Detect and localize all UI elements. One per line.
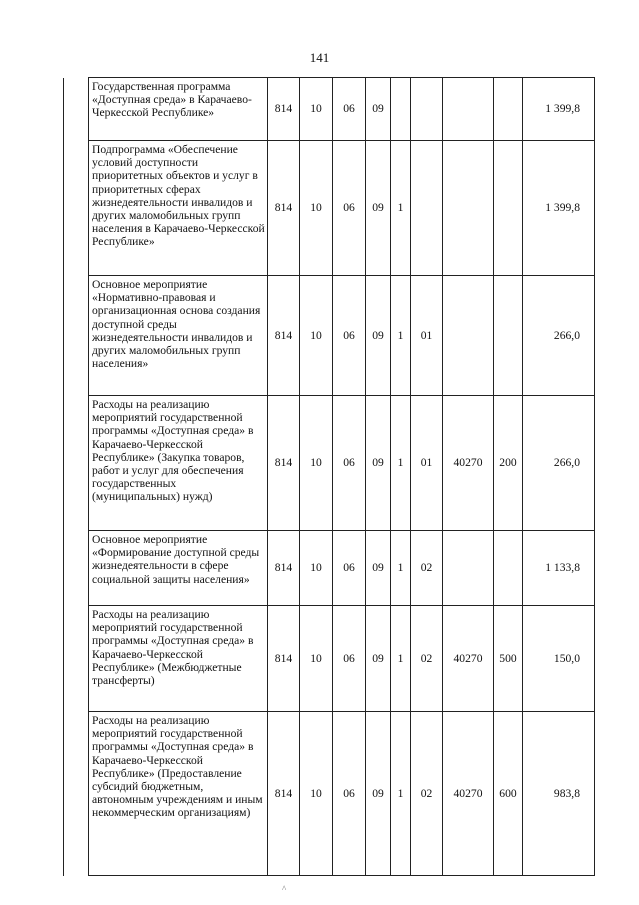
amount: 1 399,8 [523, 141, 595, 276]
event-code: 02 [411, 606, 443, 712]
section-code: 10 [300, 78, 333, 141]
program-code: 09 [366, 396, 391, 531]
section-code: 10 [300, 531, 333, 606]
ministry-code: 814 [268, 606, 300, 712]
ministry-code: 814 [268, 396, 300, 531]
section-code: 10 [300, 712, 333, 876]
direction-code [443, 78, 494, 141]
program-code: 09 [366, 78, 391, 141]
section-code: 10 [300, 141, 333, 276]
footer-mark: ^ [282, 884, 287, 894]
subprogram-code: 1 [391, 712, 411, 876]
amount: 266,0 [523, 396, 595, 531]
program-code: 09 [366, 141, 391, 276]
subsection-code: 06 [333, 712, 366, 876]
expense-type-code [494, 276, 523, 396]
page-number: 141 [309, 50, 330, 65]
row-name: Расходы на реализацию мероприятий государственной программы «Доступная среда» в Карачаево-Черкесской Республике» (Закупка товаров, работ и услуг для обеспечения государственных (муниципальных) нужд) [89, 396, 268, 531]
table-row [64, 396, 595, 531]
direction-code [443, 276, 494, 396]
subprogram-code [391, 78, 411, 141]
direction-code: 40270 [443, 712, 494, 876]
expense-type-code [494, 78, 523, 141]
row-name: Основное мероприятие «Нормативно-правовая и организационная основа создания доступной среды жизнедеятельности инвалидов и других маломобильных групп населения» [89, 276, 268, 396]
table-row [64, 276, 595, 396]
row-name: Основное мероприятие «Формирование доступной среды жизнедеятельности в сфере социальной защиты населения» [89, 531, 268, 606]
expense-type-code: 600 [494, 712, 523, 876]
table-row [64, 531, 595, 606]
budget-table [63, 77, 595, 876]
amount: 1 133,8 [523, 531, 595, 606]
section-code: 10 [300, 276, 333, 396]
table-row [64, 78, 595, 141]
program-code: 09 [366, 531, 391, 606]
subprogram-code: 1 [391, 396, 411, 531]
budget-table-body [64, 78, 595, 876]
subprogram-code: 1 [391, 276, 411, 396]
expense-type-code: 200 [494, 396, 523, 531]
leading-cell [64, 712, 89, 876]
leading-cell [64, 531, 89, 606]
row-name: Расходы на реализацию мероприятий государственной программы «Доступная среда» в Карачаево-Черкесской Республике» (Предоставление субсидий бюджетным, автономным учреждениям и иным некоммерческим организациям) [89, 712, 268, 876]
event-code: 02 [411, 531, 443, 606]
ministry-code: 814 [268, 276, 300, 396]
section-code: 10 [300, 606, 333, 712]
amount: 150,0 [523, 606, 595, 712]
expense-type-code [494, 531, 523, 606]
subsection-code: 06 [333, 531, 366, 606]
leading-cell [64, 396, 89, 531]
ministry-code: 814 [268, 78, 300, 141]
direction-code [443, 141, 494, 276]
ministry-code: 814 [268, 141, 300, 276]
leading-cell [64, 606, 89, 712]
ministry-code: 814 [268, 712, 300, 876]
row-name: Расходы на реализацию мероприятий государственной программы «Доступная среда» в Карачаево-Черкесской Республике» (Межбюджетные трансферты) [89, 606, 268, 712]
direction-code [443, 531, 494, 606]
program-code: 09 [366, 606, 391, 712]
direction-code: 40270 [443, 396, 494, 531]
program-code: 09 [366, 712, 391, 876]
subsection-code: 06 [333, 141, 366, 276]
amount: 266,0 [523, 276, 595, 396]
leading-cell [64, 276, 89, 396]
subsection-code: 06 [333, 606, 366, 712]
table-row [64, 606, 595, 712]
event-code: 01 [411, 276, 443, 396]
expense-type-code [494, 141, 523, 276]
event-code: 02 [411, 712, 443, 876]
row-name: Подпрограмма «Обеспечение условий доступности приоритетных объектов и услуг в приоритетных сферах жизнедеятельности инвалидов и других маломобильных групп населения в Карачаево-Черкесской Республике» [89, 141, 268, 276]
section-code: 10 [300, 396, 333, 531]
leading-cell [64, 141, 89, 276]
program-code: 09 [366, 276, 391, 396]
direction-code: 40270 [443, 606, 494, 712]
subprogram-code: 1 [391, 531, 411, 606]
row-name: Государственная программа «Доступная среда» в Карачаево-Черкесской Республике» [89, 78, 268, 141]
event-code [411, 141, 443, 276]
table-row [64, 141, 595, 276]
amount: 1 399,8 [523, 78, 595, 141]
amount: 983,8 [523, 712, 595, 876]
leading-cell [64, 78, 89, 141]
subsection-code: 06 [333, 78, 366, 141]
expense-type-code: 500 [494, 606, 523, 712]
subprogram-code: 1 [391, 141, 411, 276]
subprogram-code: 1 [391, 606, 411, 712]
ministry-code: 814 [268, 531, 300, 606]
event-code [411, 78, 443, 141]
event-code: 01 [411, 396, 443, 531]
subsection-code: 06 [333, 396, 366, 531]
table-row [64, 712, 595, 876]
subsection-code: 06 [333, 276, 366, 396]
